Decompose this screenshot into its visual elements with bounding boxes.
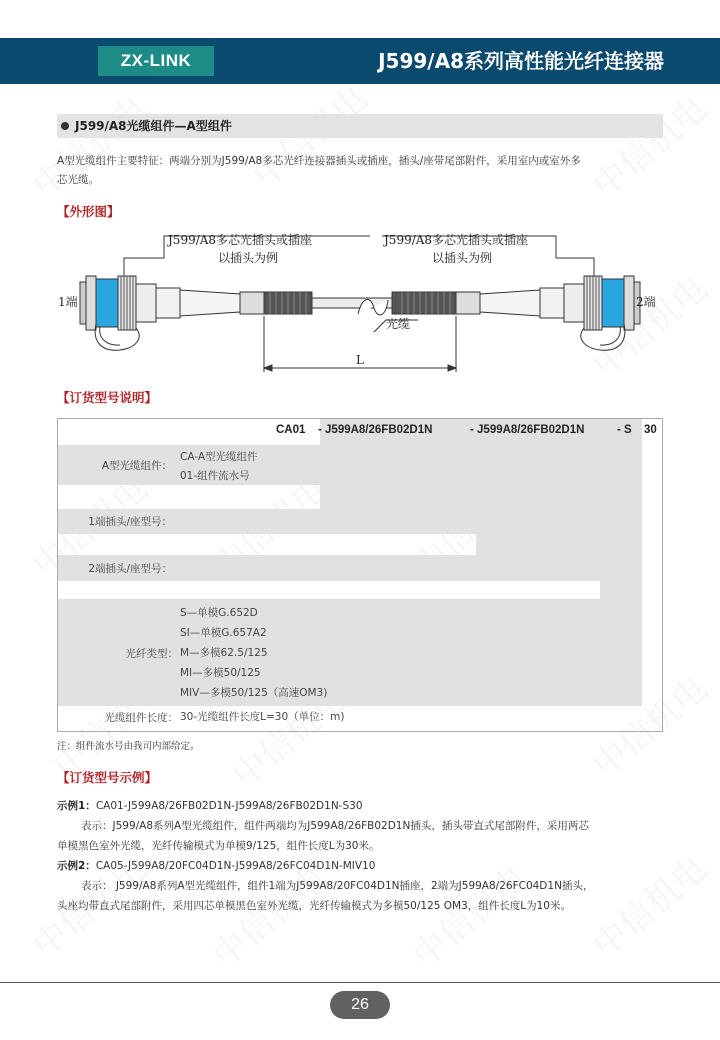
left-connector xyxy=(80,276,312,350)
footer-rule xyxy=(0,982,720,983)
intro-line-1: A型光缆组件主要特征：两端分别为J599/A8多芯光纤连接器插头或插座，插头/座带尾部附件，采用室内或室外多 xyxy=(57,155,581,167)
code-fiber: - S xyxy=(617,424,632,436)
code-ca: CA01 xyxy=(276,424,306,436)
block-length-col xyxy=(624,419,642,705)
cable-assembly-drawing xyxy=(40,224,680,374)
note: 注：组件流水号由我司内部给定。 xyxy=(57,741,200,752)
example-1-desc-1: 表示：J599/A8系列A型光缆组件，组件两端均为J599A8/26FB02D1N插头，插头带直式尾部附件，采用两芯 xyxy=(81,820,589,832)
value-length: 30-光缆组件长度L=30（单位：m) xyxy=(180,711,345,723)
section-title-bar xyxy=(57,114,663,138)
watermark xyxy=(580,82,716,207)
page-title: J599/A8系列高性能光纤连接器 xyxy=(378,49,664,73)
value-a-type-1: CA-A型光缆组件 xyxy=(180,451,258,463)
fiber-option-miv: MIV—多模50/125（高速OM3) xyxy=(180,687,328,699)
cable-label: 光缆 xyxy=(386,317,411,331)
length-label: L xyxy=(356,353,364,367)
value-a-type-2: 01-组件流水号 xyxy=(180,470,250,482)
code-plug2: - J599A8/26FB02D1N xyxy=(470,424,585,436)
left-callout-1: J599/A8多芯光插头或插座 xyxy=(168,233,313,247)
example-1-desc-2: 单模黑色室外光缆，光纤传输模式为单模9/125，组件长度L为30米。 xyxy=(57,840,380,852)
fiber-option-si: SI—单模G.657A2 xyxy=(180,627,267,639)
right-connector xyxy=(392,276,640,350)
fiber-option-mi: MI—多模50/125 xyxy=(180,667,261,679)
example-2-desc-2: 头座均带直式尾部附件，采用四芯单模黑色室外光缆，光纤传输模式为多模50/125 OM3，组件长度L为10米。 xyxy=(57,900,571,912)
example-1 xyxy=(57,796,667,816)
fiber-option-s: S—单模G.652D xyxy=(180,607,258,619)
end2-label: 2端 xyxy=(636,295,656,309)
heading-order-desc: 【订货型号说明】 xyxy=(57,390,158,405)
brand-logo: ZX-LINK xyxy=(98,46,214,76)
example-1-label: 示例1： xyxy=(57,800,96,812)
example-2-code: CA05-J599A8/20FC04D1N-J599A8/26FC04D1N-MIV10 xyxy=(95,860,376,872)
example-2-label: 示例2： xyxy=(57,860,96,872)
label-end2: 2端插头/座型号： xyxy=(88,563,172,575)
block-length-sep xyxy=(58,705,642,706)
section-title: J599/A8光缆组件—A型组件 xyxy=(75,119,232,133)
block-fiber-col xyxy=(600,419,624,599)
example-1-code: CA01-J599A8/26FB02D1N-J599A8/26FB02D1N-S30 xyxy=(95,800,363,812)
page-number: 26 xyxy=(330,991,390,1019)
heading-order-example: 【订货型号示例】 xyxy=(57,770,158,785)
end1-label: 1端 xyxy=(58,295,78,309)
example-2 xyxy=(57,856,667,876)
right-callout-1: J599/A8多芯光插头或插座 xyxy=(384,233,529,247)
right-callout-2: 以插头为例 xyxy=(432,251,493,265)
label-a-type: A型光缆组件： xyxy=(101,460,172,472)
heading-outline: 【外形图】 xyxy=(57,204,120,219)
left-callout-2: 以插头为例 xyxy=(218,251,279,265)
label-fiber: 光纤类型： xyxy=(125,648,178,660)
fiber-option-m: M—多模62.5/125 xyxy=(180,647,268,659)
code-plug1: - J599A8/26FB02D1N xyxy=(318,424,433,436)
example-2-desc-1: 表示： J599/A8系列A型光缆组件，组件1端为J599A8/20FC04D1N插座，2端为J599A8/26FC04D1N插头， xyxy=(81,880,594,892)
intro-line-2: 芯光缆。 xyxy=(57,174,99,186)
label-end1: 1端插头/座型号： xyxy=(88,516,172,528)
bullet-icon xyxy=(61,122,69,130)
label-length: 光缆组件长度： xyxy=(104,712,178,724)
block-plug2-col xyxy=(476,419,600,555)
code-length: 30 xyxy=(644,424,657,436)
